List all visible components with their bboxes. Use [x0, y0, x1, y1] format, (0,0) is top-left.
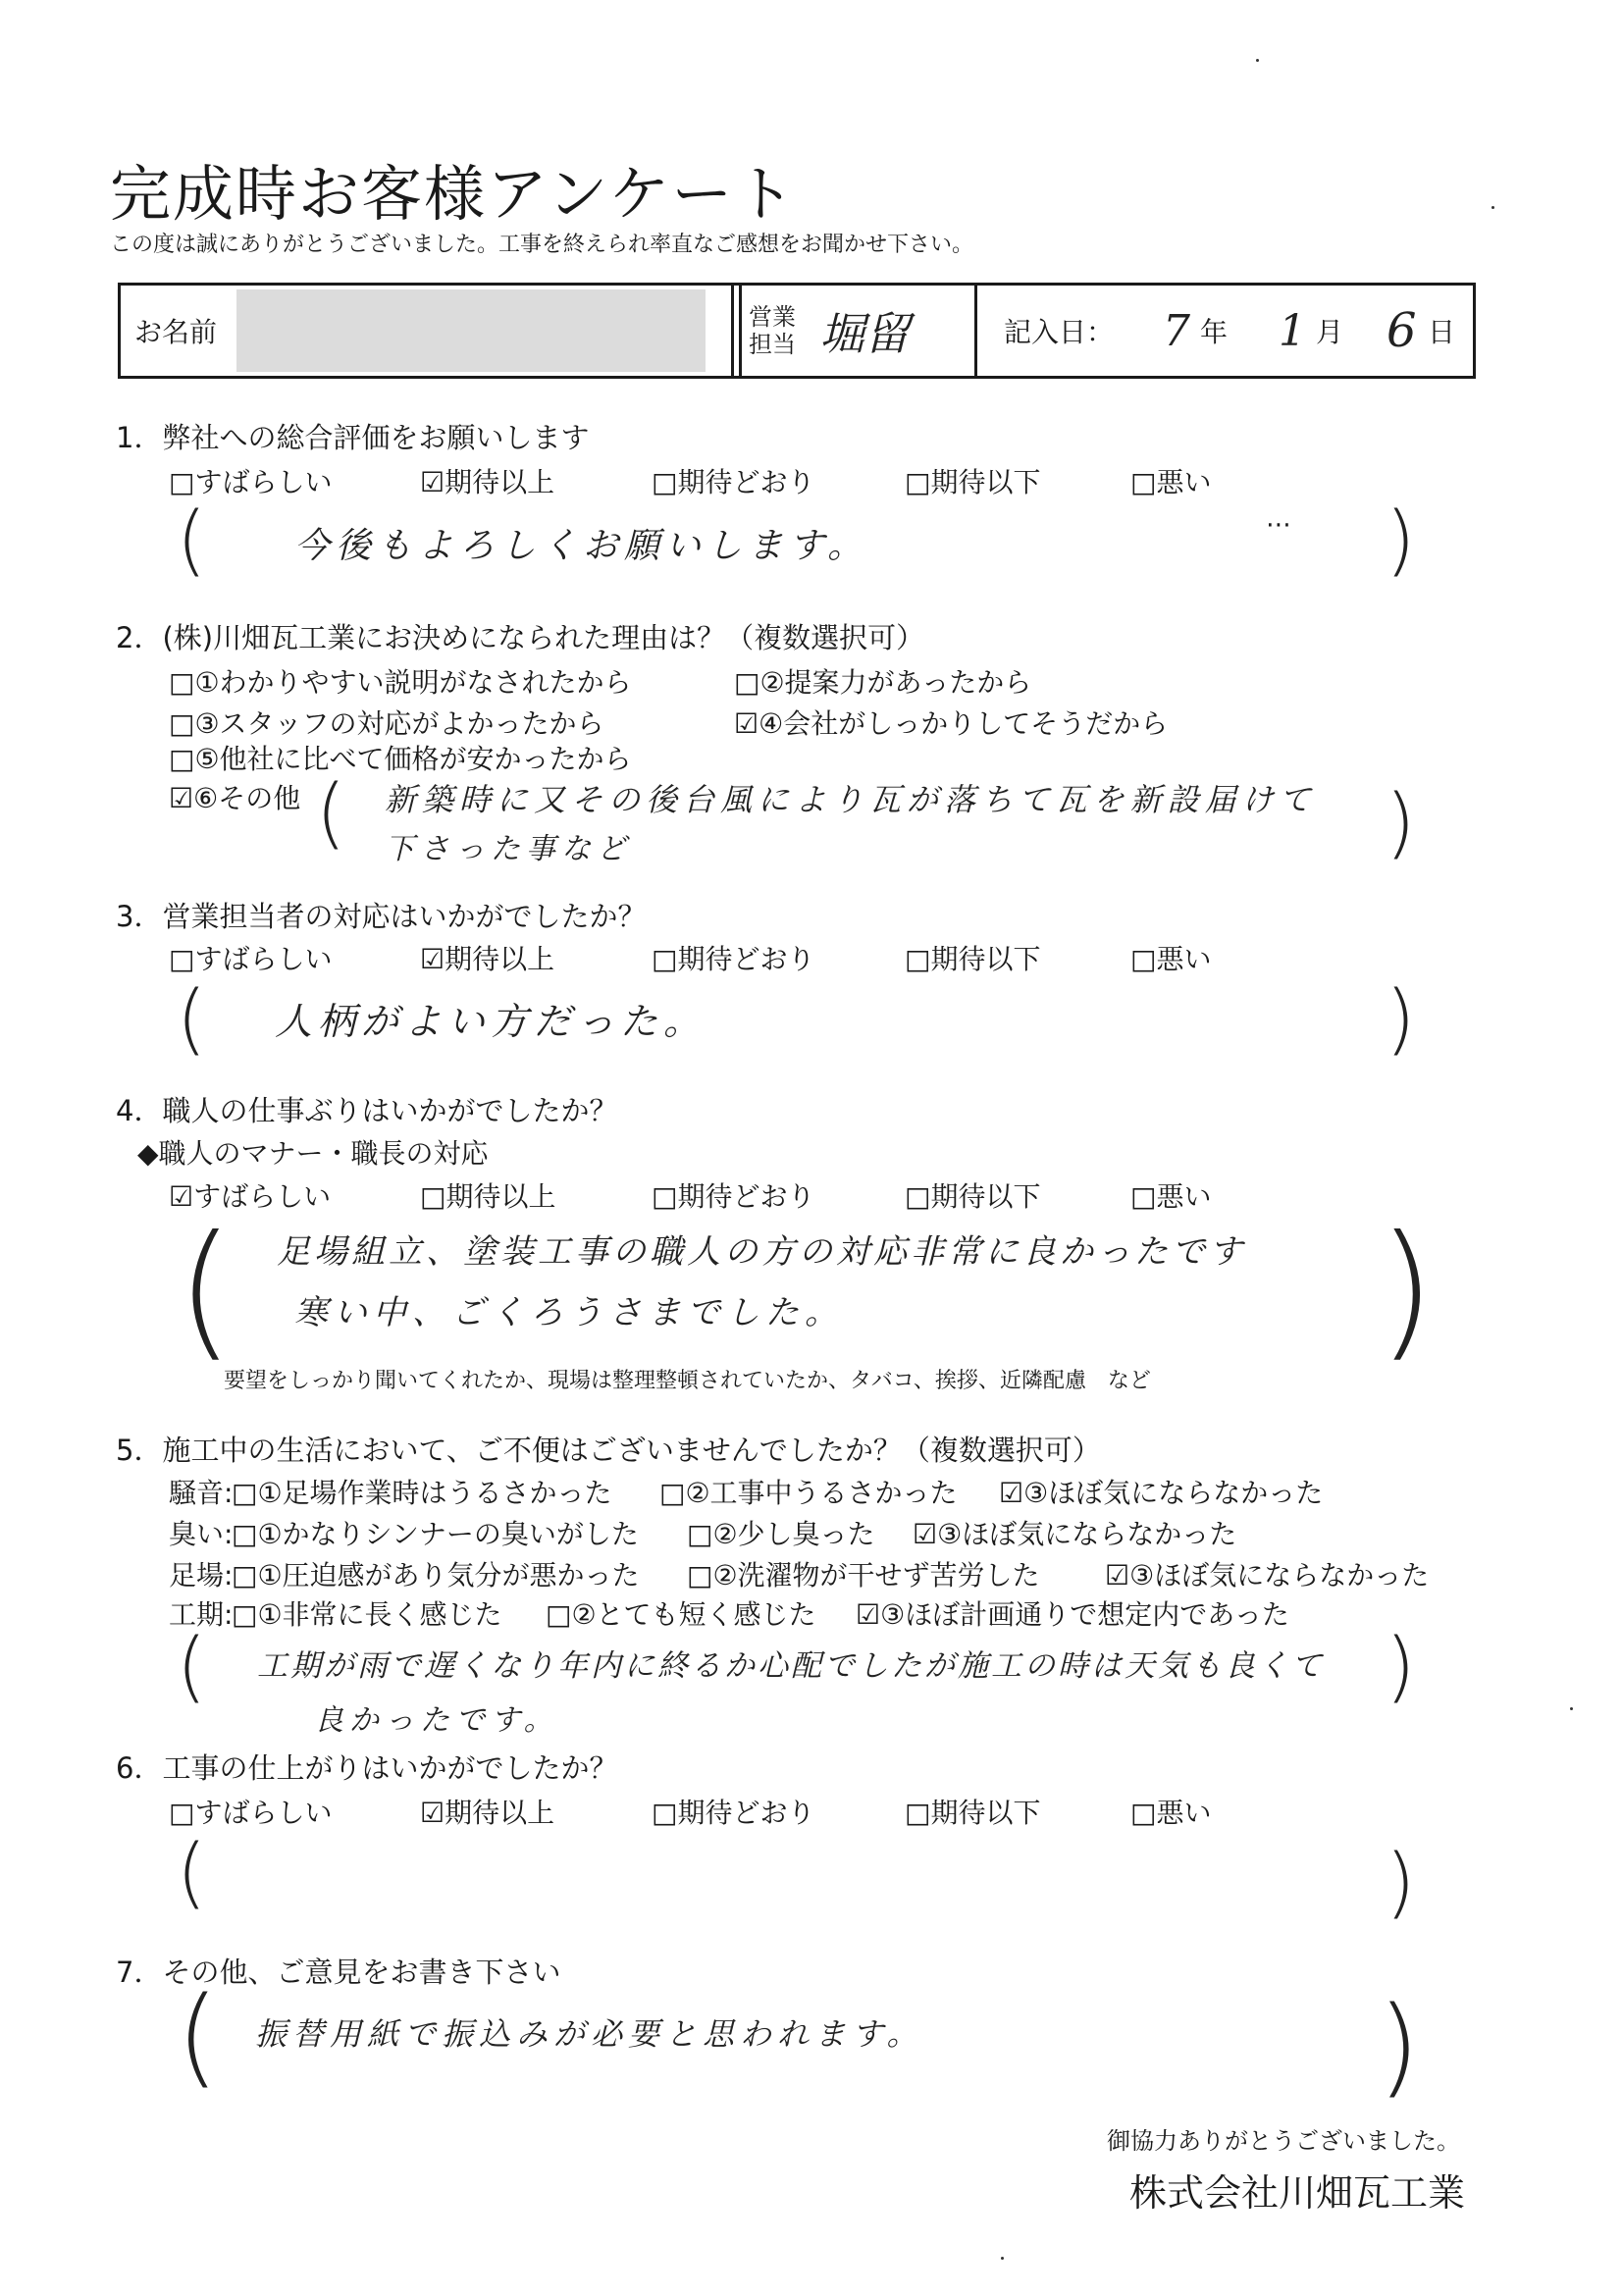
divider	[731, 286, 734, 376]
company-name: 株式会社川畑瓦工業	[1128, 2171, 1465, 2215]
q3-option[interactable]: □期待どおり	[652, 943, 815, 975]
date-month: 1	[1279, 305, 1306, 356]
q4-comment-line2: 寒い中、ごくろうさまでした。	[294, 1293, 844, 1332]
q2-option[interactable]: □①わかりやすい説明がなされたから	[169, 666, 632, 699]
q5-comment-line1: 工期が雨で遅くなり年内に終るか心配でしたが施工の時は天気も良くて	[257, 1648, 1325, 1684]
q5-option[interactable]: □①非常に長く感じた	[232, 1598, 502, 1631]
intro-text: この度は誠にありがとうございました。工事を終えられ率直なご感想をお聞かせ下さい。	[110, 233, 974, 257]
q1-option[interactable]: □期待どおり	[652, 466, 815, 498]
sales-label: 営業 担当	[749, 303, 796, 358]
redacted-name	[236, 289, 706, 372]
q2-comment-line1: 新築時に又その後台風により瓦が落ちて瓦を新設届けて	[385, 781, 1317, 818]
q5-row-label: 工期:	[169, 1598, 234, 1631]
bracket-close: )	[1378, 1983, 1420, 2109]
q1-ellipsis: ⋯	[1266, 510, 1291, 540]
q2-option[interactable]: ☑⑥その他	[169, 782, 301, 814]
q1-option[interactable]: □すばらしい	[169, 466, 333, 498]
scan-speck	[1256, 59, 1259, 62]
q1-question: 1．弊社への総合評価をお願いします	[116, 421, 590, 454]
day-unit: 日	[1428, 316, 1456, 348]
bracket-close: )	[1386, 1839, 1416, 1927]
bracket-close: )	[1386, 496, 1416, 585]
bracket-open: (	[177, 496, 207, 585]
q5-option[interactable]: □②とても短く感じた	[546, 1598, 816, 1631]
q2-option[interactable]: □③スタッフの対応がよかったから	[169, 707, 604, 740]
bracket-open: (	[316, 769, 346, 858]
bracket-close: )	[1386, 975, 1416, 1064]
bracket-close: )	[1386, 1623, 1416, 1711]
q4-option[interactable]: ☑すばらしい	[169, 1180, 332, 1213]
q6-option[interactable]: □期待以下	[905, 1797, 1041, 1829]
q6-option[interactable]: □悪い	[1130, 1797, 1212, 1829]
date-label: 記入日：	[1004, 316, 1115, 348]
q6-option[interactable]: □期待どおり	[652, 1797, 815, 1829]
bracket-close: )	[1378, 1205, 1436, 1376]
bracket-open: (	[177, 1623, 207, 1711]
q3-comment: 人柄がよい方だった。	[275, 1000, 707, 1043]
q2-option[interactable]: □②提案力があったから	[734, 666, 1032, 699]
divider	[974, 286, 977, 376]
q5-comment-line2: 良かったです。	[314, 1703, 559, 1738]
q5-option[interactable]: ☑③ほぼ気にならなかった	[913, 1518, 1237, 1550]
q4-subheading: ◆職人のマナー・職長の対応	[137, 1137, 489, 1170]
q4-question: 4．職人の仕事ぶりはいかがでしたか？	[116, 1094, 618, 1127]
q6-option[interactable]: ☑期待以上	[420, 1797, 555, 1829]
q2-option[interactable]: ☑④会社がしっかりしてそうだから	[734, 707, 1169, 740]
q3-option[interactable]: ☑期待以上	[420, 943, 555, 975]
month-unit: 月	[1316, 316, 1344, 348]
q5-option[interactable]: □①足場作業時はうるさかった	[232, 1477, 612, 1509]
scan-speck	[1001, 2257, 1004, 2260]
q5-option[interactable]: ☑③ほぼ気にならなかった	[1105, 1559, 1430, 1592]
q1-comment: 今後もよろしくお願いします。	[294, 526, 869, 566]
q3-option[interactable]: □期待以下	[905, 943, 1041, 975]
thanks-text: 御協力ありがとうございました。	[1107, 2127, 1460, 2155]
sales-name: 堀留	[819, 307, 910, 360]
q4-option[interactable]: □期待以下	[905, 1180, 1041, 1213]
q1-option[interactable]: ☑期待以上	[420, 466, 555, 498]
scan-speck	[1570, 1707, 1573, 1710]
q5-option[interactable]: □②洗濯物が干せず苦労した	[687, 1559, 1040, 1592]
q5-option[interactable]: □②工事中うるさかった	[659, 1477, 958, 1509]
header-box	[118, 283, 1476, 379]
q3-option[interactable]: □悪い	[1130, 943, 1212, 975]
bracket-close: )	[1386, 779, 1416, 867]
year-unit: 年	[1200, 316, 1229, 348]
date-day: 6	[1387, 303, 1417, 358]
date-year: 7	[1163, 305, 1190, 356]
q5-row-label: 足場:	[169, 1559, 234, 1592]
q5-option[interactable]: □②少し臭った	[687, 1518, 875, 1550]
name-label: お名前	[134, 316, 218, 348]
q6-option[interactable]: □すばらしい	[169, 1797, 333, 1829]
q2-question: 2．(株)川畑瓦工業にお決めになられた理由は？（複数選択可）	[116, 621, 925, 654]
q1-option[interactable]: □悪い	[1130, 466, 1212, 498]
q4-option[interactable]: □期待以上	[420, 1180, 556, 1213]
q5-row-label: 騒音:	[169, 1477, 234, 1509]
scan-speck	[1491, 206, 1494, 209]
q7-comment: 振替用紙で振込みが必要と思われます。	[255, 2015, 924, 2053]
q5-option[interactable]: □①圧迫感があり気分が悪かった	[232, 1559, 640, 1592]
bracket-open: (	[177, 1973, 219, 2099]
q4-option[interactable]: □悪い	[1130, 1180, 1212, 1213]
page-title: 完成時お客様アンケート	[110, 158, 798, 230]
bracket-open: (	[177, 975, 207, 1064]
q4-comment-line1: 足場組立、塗装工事の職人の方の対応非常に良かったです	[277, 1232, 1246, 1272]
q2-option[interactable]: □⑤他社に比べて価格が安かったから	[169, 743, 632, 775]
bracket-open: (	[177, 1829, 207, 1917]
q2-comment-line2: 下さった事など	[385, 832, 632, 866]
q7-question: 7．その他、ご意見をお書き下さい	[116, 1956, 561, 1989]
q5-question: 5．施工中の生活において、ご不便はございませんでしたか？（複数選択可）	[116, 1434, 1101, 1467]
q6-question: 6．工事の仕上がりはいかがでしたか？	[116, 1751, 618, 1785]
q3-question: 3．営業担当者の対応はいかがでしたか？	[116, 900, 647, 933]
q3-option[interactable]: □すばらしい	[169, 943, 333, 975]
q5-option[interactable]: ☑③ほぼ気にならなかった	[999, 1477, 1324, 1509]
divider	[739, 286, 742, 376]
q4-option[interactable]: □期待どおり	[652, 1180, 815, 1213]
q5-row-label: 臭い:	[169, 1518, 234, 1550]
q1-option[interactable]: □期待以下	[905, 466, 1041, 498]
q4-hint: 要望をしっかり聞いてくれたか、現場は整理整頓されていたか、タバコ、挨拶、近隣配慮 など	[224, 1369, 1151, 1393]
bracket-open: (	[177, 1205, 235, 1376]
q5-option[interactable]: ☑③ほぼ計画通りで想定内であった	[856, 1598, 1289, 1631]
q5-option[interactable]: □①かなりシンナーの臭いがした	[232, 1518, 639, 1550]
